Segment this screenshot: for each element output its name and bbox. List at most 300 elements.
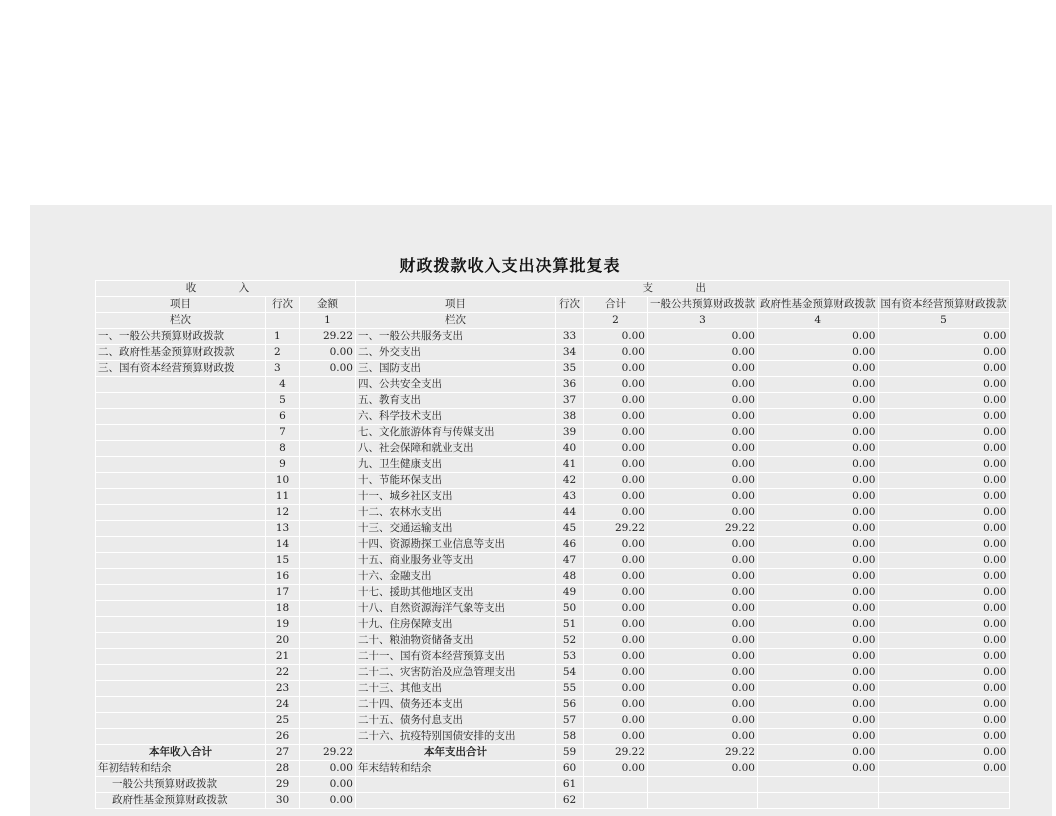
income-item xyxy=(96,409,266,425)
header-expense-row-no: 行次 xyxy=(556,297,584,313)
expense-item: 十四、资源勘探工业信息等支出 xyxy=(356,537,556,553)
income-amount xyxy=(300,457,356,473)
table-row xyxy=(96,489,1010,505)
table-row xyxy=(96,665,1010,681)
general-budget-amount: 0.00 xyxy=(648,345,758,361)
table-row xyxy=(96,585,1010,601)
table-row xyxy=(96,377,1010,393)
income-row-no: 15 xyxy=(266,553,300,569)
fund-budget-amount: 0.00 xyxy=(758,537,879,553)
income-amount xyxy=(300,713,356,729)
income-item xyxy=(96,585,266,601)
general-budget-amount: 0.00 xyxy=(648,441,758,457)
income-row-no: 26 xyxy=(266,729,300,745)
table-row xyxy=(96,473,1010,489)
general-budget-amount: 0.00 xyxy=(648,697,758,713)
general-budget-amount: 0.00 xyxy=(648,649,758,665)
state-capital-amount: 0.00 xyxy=(878,569,1009,585)
table-row xyxy=(96,761,1010,777)
total-amount xyxy=(584,777,648,793)
column-no-total: 2 xyxy=(584,313,648,329)
expense-item: 本年支出合计 xyxy=(356,745,556,761)
column-number-row xyxy=(96,313,1010,329)
table-row xyxy=(96,729,1010,745)
income-item xyxy=(96,393,266,409)
general-budget-amount: 0.00 xyxy=(648,361,758,377)
income-row-no: 19 xyxy=(266,617,300,633)
income-row-no: 18 xyxy=(266,601,300,617)
table-row xyxy=(96,745,1010,761)
income-row-no: 21 xyxy=(266,649,300,665)
total-amount: 0.00 xyxy=(584,553,648,569)
income-row-no: 9 xyxy=(266,457,300,473)
income-amount: 29.22 xyxy=(300,745,356,761)
fund-budget-amount: 0.00 xyxy=(758,361,879,377)
income-item xyxy=(96,553,266,569)
table-row xyxy=(96,793,1010,809)
expense-item: 十五、商业服务业等支出 xyxy=(356,553,556,569)
total-amount: 0.00 xyxy=(584,425,648,441)
income-item xyxy=(96,521,266,537)
expense-item xyxy=(356,793,556,809)
income-row-no: 23 xyxy=(266,681,300,697)
state-capital-amount xyxy=(878,777,1009,793)
general-budget-amount: 0.00 xyxy=(648,393,758,409)
state-capital-amount: 0.00 xyxy=(878,329,1009,345)
expense-item: 四、公共安全支出 xyxy=(356,377,556,393)
table-row xyxy=(96,697,1010,713)
income-amount: 29.22 xyxy=(300,329,356,345)
income-row-no: 2 xyxy=(266,345,300,361)
state-capital-amount: 0.00 xyxy=(878,697,1009,713)
total-amount: 0.00 xyxy=(584,665,648,681)
state-capital-amount: 0.00 xyxy=(878,665,1009,681)
state-capital-amount: 0.00 xyxy=(878,537,1009,553)
income-row-no: 13 xyxy=(266,521,300,537)
general-budget-amount: 0.00 xyxy=(648,601,758,617)
header-expense-item: 项目 xyxy=(356,297,556,313)
table-row xyxy=(96,457,1010,473)
fund-budget-amount: 0.00 xyxy=(758,729,879,745)
income-row-no: 16 xyxy=(266,569,300,585)
expense-row-no: 40 xyxy=(556,441,584,457)
fund-budget-amount: 0.00 xyxy=(758,633,879,649)
expense-row-no: 55 xyxy=(556,681,584,697)
income-row-no: 1 xyxy=(266,329,300,345)
fund-budget-amount: 0.00 xyxy=(758,521,879,537)
income-row-no: 24 xyxy=(266,697,300,713)
expense-row-no: 38 xyxy=(556,409,584,425)
fund-budget-amount: 0.00 xyxy=(758,617,879,633)
income-amount xyxy=(300,617,356,633)
general-budget-amount: 0.00 xyxy=(648,425,758,441)
state-capital-amount: 0.00 xyxy=(878,585,1009,601)
income-item xyxy=(96,681,266,697)
income-amount xyxy=(300,697,356,713)
income-item xyxy=(96,537,266,553)
income-amount xyxy=(300,377,356,393)
column-header-row xyxy=(96,297,1010,313)
income-amount xyxy=(300,489,356,505)
income-amount xyxy=(300,505,356,521)
header-income-amount: 金额 xyxy=(300,297,356,313)
table-row xyxy=(96,649,1010,665)
expense-group-header: 支 出 xyxy=(356,281,1010,297)
income-amount xyxy=(300,409,356,425)
expense-item: 十、节能环保支出 xyxy=(356,473,556,489)
table-row xyxy=(96,553,1010,569)
total-amount: 0.00 xyxy=(584,377,648,393)
table-row xyxy=(96,361,1010,377)
expense-row-no: 36 xyxy=(556,377,584,393)
income-item xyxy=(96,569,266,585)
income-item xyxy=(96,473,266,489)
expense-row-no: 48 xyxy=(556,569,584,585)
income-item xyxy=(96,617,266,633)
total-amount: 0.00 xyxy=(584,601,648,617)
fund-budget-amount: 0.00 xyxy=(758,393,879,409)
state-capital-amount xyxy=(878,793,1009,809)
expense-row-no: 37 xyxy=(556,393,584,409)
income-item xyxy=(96,633,266,649)
income-row-no: 8 xyxy=(266,441,300,457)
column-no-label-right: 栏次 xyxy=(356,313,556,329)
income-row-no: 3 xyxy=(266,361,300,377)
column-no-amount: 1 xyxy=(300,313,356,329)
income-item xyxy=(96,729,266,745)
expense-row-no: 39 xyxy=(556,425,584,441)
expense-item: 十三、交通运输支出 xyxy=(356,521,556,537)
state-capital-amount: 0.00 xyxy=(878,633,1009,649)
income-item: 年初结转和结余 xyxy=(96,761,266,777)
income-amount xyxy=(300,521,356,537)
expense-item: 十七、援助其他地区支出 xyxy=(356,585,556,601)
general-budget-amount: 0.00 xyxy=(648,473,758,489)
header-income-row-no: 行次 xyxy=(266,297,300,313)
total-amount: 0.00 xyxy=(584,633,648,649)
total-amount: 0.00 xyxy=(584,761,648,777)
expense-row-no: 52 xyxy=(556,633,584,649)
expense-item xyxy=(356,777,556,793)
fund-budget-amount: 0.00 xyxy=(758,601,879,617)
fund-budget-amount: 0.00 xyxy=(758,585,879,601)
total-amount: 0.00 xyxy=(584,441,648,457)
total-amount: 0.00 xyxy=(584,457,648,473)
income-row-no: 5 xyxy=(266,393,300,409)
table-row xyxy=(96,521,1010,537)
expense-item: 十六、金融支出 xyxy=(356,569,556,585)
total-amount: 0.00 xyxy=(584,649,648,665)
income-amount xyxy=(300,729,356,745)
expense-item: 二十二、灾害防治及应急管理支出 xyxy=(356,665,556,681)
expense-row-no: 60 xyxy=(556,761,584,777)
expense-row-no: 51 xyxy=(556,617,584,633)
general-budget-amount: 29.22 xyxy=(648,521,758,537)
fund-budget-amount: 0.00 xyxy=(758,457,879,473)
income-row-no: 4 xyxy=(266,377,300,393)
income-amount: 0.00 xyxy=(300,777,356,793)
fund-budget-amount: 0.00 xyxy=(758,441,879,457)
expense-item: 二十三、其他支出 xyxy=(356,681,556,697)
expense-row-no: 61 xyxy=(556,777,584,793)
expense-item: 十一、城乡社区支出 xyxy=(356,489,556,505)
state-capital-amount: 0.00 xyxy=(878,713,1009,729)
income-item xyxy=(96,425,266,441)
total-amount: 0.00 xyxy=(584,713,648,729)
expense-item: 二十六、抗疫特别国债安排的支出 xyxy=(356,729,556,745)
expense-item: 八、社会保障和就业支出 xyxy=(356,441,556,457)
expense-row-no: 34 xyxy=(556,345,584,361)
fund-budget-amount: 0.00 xyxy=(758,713,879,729)
income-row-no: 17 xyxy=(266,585,300,601)
income-row-no: 25 xyxy=(266,713,300,729)
income-item: 二、政府性基金预算财政拨款 xyxy=(96,345,266,361)
table-row xyxy=(96,393,1010,409)
total-amount: 0.00 xyxy=(584,393,648,409)
income-amount xyxy=(300,425,356,441)
state-capital-amount: 0.00 xyxy=(878,441,1009,457)
table-row xyxy=(96,617,1010,633)
fund-budget-amount: 0.00 xyxy=(758,473,879,489)
income-amount xyxy=(300,441,356,457)
income-amount: 0.00 xyxy=(300,345,356,361)
fund-budget-amount: 0.00 xyxy=(758,489,879,505)
income-row-no: 7 xyxy=(266,425,300,441)
state-capital-amount: 0.00 xyxy=(878,377,1009,393)
table-row xyxy=(96,601,1010,617)
table-row xyxy=(96,569,1010,585)
total-amount: 0.00 xyxy=(584,729,648,745)
column-no-blank-right xyxy=(556,313,584,329)
income-item xyxy=(96,713,266,729)
expense-row-no: 46 xyxy=(556,537,584,553)
state-capital-amount: 0.00 xyxy=(878,425,1009,441)
column-no-fund: 4 xyxy=(758,313,879,329)
column-no-blank xyxy=(266,313,300,329)
expense-row-no: 41 xyxy=(556,457,584,473)
general-budget-amount: 0.00 xyxy=(648,713,758,729)
total-amount: 0.00 xyxy=(584,489,648,505)
state-capital-amount: 0.00 xyxy=(878,473,1009,489)
expense-item: 五、教育支出 xyxy=(356,393,556,409)
expense-row-no: 58 xyxy=(556,729,584,745)
fund-budget-amount: 0.00 xyxy=(758,425,879,441)
general-budget-amount: 0.00 xyxy=(648,505,758,521)
state-capital-amount: 0.00 xyxy=(878,617,1009,633)
general-budget-amount: 0.00 xyxy=(648,489,758,505)
expense-item: 二十一、国有资本经营预算支出 xyxy=(356,649,556,665)
expense-item: 二、外交支出 xyxy=(356,345,556,361)
fund-budget-amount: 0.00 xyxy=(758,665,879,681)
table-row xyxy=(96,345,1010,361)
expense-item: 年末结转和结余 xyxy=(356,761,556,777)
income-row-no: 22 xyxy=(266,665,300,681)
total-amount: 0.00 xyxy=(584,585,648,601)
general-budget-amount: 0.00 xyxy=(648,729,758,745)
table-row xyxy=(96,681,1010,697)
total-amount: 0.00 xyxy=(584,505,648,521)
expense-item: 二十四、债务还本支出 xyxy=(356,697,556,713)
fund-budget-amount: 0.00 xyxy=(758,649,879,665)
expense-item: 七、文化旅游体育与传媒支出 xyxy=(356,425,556,441)
fund-budget-amount: 0.00 xyxy=(758,761,879,777)
income-amount xyxy=(300,681,356,697)
header-general: 一般公共预算财政拨款 xyxy=(648,297,758,313)
income-item xyxy=(96,697,266,713)
expense-row-no: 56 xyxy=(556,697,584,713)
income-item xyxy=(96,489,266,505)
total-amount: 29.22 xyxy=(584,521,648,537)
table-row xyxy=(96,537,1010,553)
income-amount xyxy=(300,601,356,617)
fund-budget-amount: 0.00 xyxy=(758,345,879,361)
total-amount: 0.00 xyxy=(584,329,648,345)
income-amount: 0.00 xyxy=(300,793,356,809)
expense-row-no: 49 xyxy=(556,585,584,601)
expense-item: 二十、粮油物资储备支出 xyxy=(356,633,556,649)
fund-budget-amount: 0.00 xyxy=(758,681,879,697)
expense-row-no: 62 xyxy=(556,793,584,809)
general-budget-amount: 0.00 xyxy=(648,681,758,697)
total-amount: 29.22 xyxy=(584,745,648,761)
income-row-no: 27 xyxy=(266,745,300,761)
total-amount: 0.00 xyxy=(584,409,648,425)
income-item xyxy=(96,665,266,681)
income-item xyxy=(96,649,266,665)
header-state: 国有资本经营预算财政拨款 xyxy=(878,297,1009,313)
state-capital-amount: 0.00 xyxy=(878,649,1009,665)
expense-row-no: 53 xyxy=(556,649,584,665)
expense-row-no: 54 xyxy=(556,665,584,681)
fund-budget-amount: 0.00 xyxy=(758,505,879,521)
state-capital-amount: 0.00 xyxy=(878,729,1009,745)
state-capital-amount: 0.00 xyxy=(878,761,1009,777)
total-amount: 0.00 xyxy=(584,345,648,361)
fund-budget-amount xyxy=(758,793,879,809)
income-amount xyxy=(300,473,356,489)
income-item: 一般公共预算财政拨款 xyxy=(96,777,266,793)
income-item xyxy=(96,377,266,393)
state-capital-amount: 0.00 xyxy=(878,345,1009,361)
general-budget-amount: 0.00 xyxy=(648,585,758,601)
general-budget-amount: 29.22 xyxy=(648,745,758,761)
expense-item: 六、科学技术支出 xyxy=(356,409,556,425)
income-item xyxy=(96,505,266,521)
income-item: 政府性基金预算财政拨款 xyxy=(96,793,266,809)
general-budget-amount: 0.00 xyxy=(648,409,758,425)
expense-item: 九、卫生健康支出 xyxy=(356,457,556,473)
income-row-no: 12 xyxy=(266,505,300,521)
general-budget-amount: 0.00 xyxy=(648,665,758,681)
general-budget-amount: 0.00 xyxy=(648,633,758,649)
expense-item: 二十五、债务付息支出 xyxy=(356,713,556,729)
general-budget-amount xyxy=(648,777,758,793)
fund-budget-amount: 0.00 xyxy=(758,329,879,345)
total-amount: 0.00 xyxy=(584,697,648,713)
group-header-row xyxy=(96,281,1010,297)
state-capital-amount: 0.00 xyxy=(878,681,1009,697)
fund-budget-amount: 0.00 xyxy=(758,745,879,761)
income-row-no: 6 xyxy=(266,409,300,425)
header-total: 合计 xyxy=(584,297,648,313)
expense-row-no: 47 xyxy=(556,553,584,569)
expense-item: 三、国防支出 xyxy=(356,361,556,377)
income-item xyxy=(96,457,266,473)
column-no-general: 3 xyxy=(648,313,758,329)
table-row xyxy=(96,633,1010,649)
state-capital-amount: 0.00 xyxy=(878,457,1009,473)
total-amount: 0.00 xyxy=(584,473,648,489)
table-row xyxy=(96,329,1010,345)
income-amount: 0.00 xyxy=(300,361,356,377)
general-budget-amount: 0.00 xyxy=(648,537,758,553)
income-amount xyxy=(300,665,356,681)
state-capital-amount: 0.00 xyxy=(878,489,1009,505)
table-row xyxy=(96,713,1010,729)
income-row-no: 28 xyxy=(266,761,300,777)
total-amount: 0.00 xyxy=(584,681,648,697)
income-item: 一、一般公共预算财政拨款 xyxy=(96,329,266,345)
general-budget-amount xyxy=(648,793,758,809)
expense-row-no: 45 xyxy=(556,521,584,537)
header-fund: 政府性基金预算财政拨款 xyxy=(758,297,879,313)
general-budget-amount: 0.00 xyxy=(648,569,758,585)
total-amount: 0.00 xyxy=(584,537,648,553)
state-capital-amount: 0.00 xyxy=(878,745,1009,761)
income-amount xyxy=(300,569,356,585)
total-amount xyxy=(584,793,648,809)
state-capital-amount: 0.00 xyxy=(878,361,1009,377)
general-budget-amount: 0.00 xyxy=(648,377,758,393)
page-title: 财政拨款收入支出决算批复表 xyxy=(399,256,621,275)
general-budget-amount: 0.00 xyxy=(648,761,758,777)
column-no-state: 5 xyxy=(878,313,1009,329)
income-item: 三、国有资本经营预算财政拨 xyxy=(96,361,266,377)
header-income-item: 项目 xyxy=(96,297,266,313)
expense-row-no: 43 xyxy=(556,489,584,505)
budget-table xyxy=(95,280,1010,809)
state-capital-amount: 0.00 xyxy=(878,393,1009,409)
state-capital-amount: 0.00 xyxy=(878,409,1009,425)
state-capital-amount: 0.00 xyxy=(878,553,1009,569)
general-budget-amount: 0.00 xyxy=(648,617,758,633)
general-budget-amount: 0.00 xyxy=(648,553,758,569)
column-no-label-left: 栏次 xyxy=(96,313,266,329)
total-amount: 0.00 xyxy=(584,569,648,585)
state-capital-amount: 0.00 xyxy=(878,505,1009,521)
expense-row-no: 59 xyxy=(556,745,584,761)
income-row-no: 11 xyxy=(266,489,300,505)
expense-row-no: 50 xyxy=(556,601,584,617)
state-capital-amount: 0.00 xyxy=(878,521,1009,537)
income-amount xyxy=(300,393,356,409)
expense-row-no: 57 xyxy=(556,713,584,729)
expense-item: 十八、自然资源海洋气象等支出 xyxy=(356,601,556,617)
income-row-no: 10 xyxy=(266,473,300,489)
income-row-no: 20 xyxy=(266,633,300,649)
state-capital-amount: 0.00 xyxy=(878,601,1009,617)
expense-row-no: 42 xyxy=(556,473,584,489)
expense-item: 十九、住房保障支出 xyxy=(356,617,556,633)
expense-item: 十二、农林水支出 xyxy=(356,505,556,521)
total-amount: 0.00 xyxy=(584,361,648,377)
income-row-no: 14 xyxy=(266,537,300,553)
expense-row-no: 35 xyxy=(556,361,584,377)
income-row-no: 30 xyxy=(266,793,300,809)
table-row xyxy=(96,409,1010,425)
total-amount: 0.00 xyxy=(584,617,648,633)
general-budget-amount: 0.00 xyxy=(648,329,758,345)
